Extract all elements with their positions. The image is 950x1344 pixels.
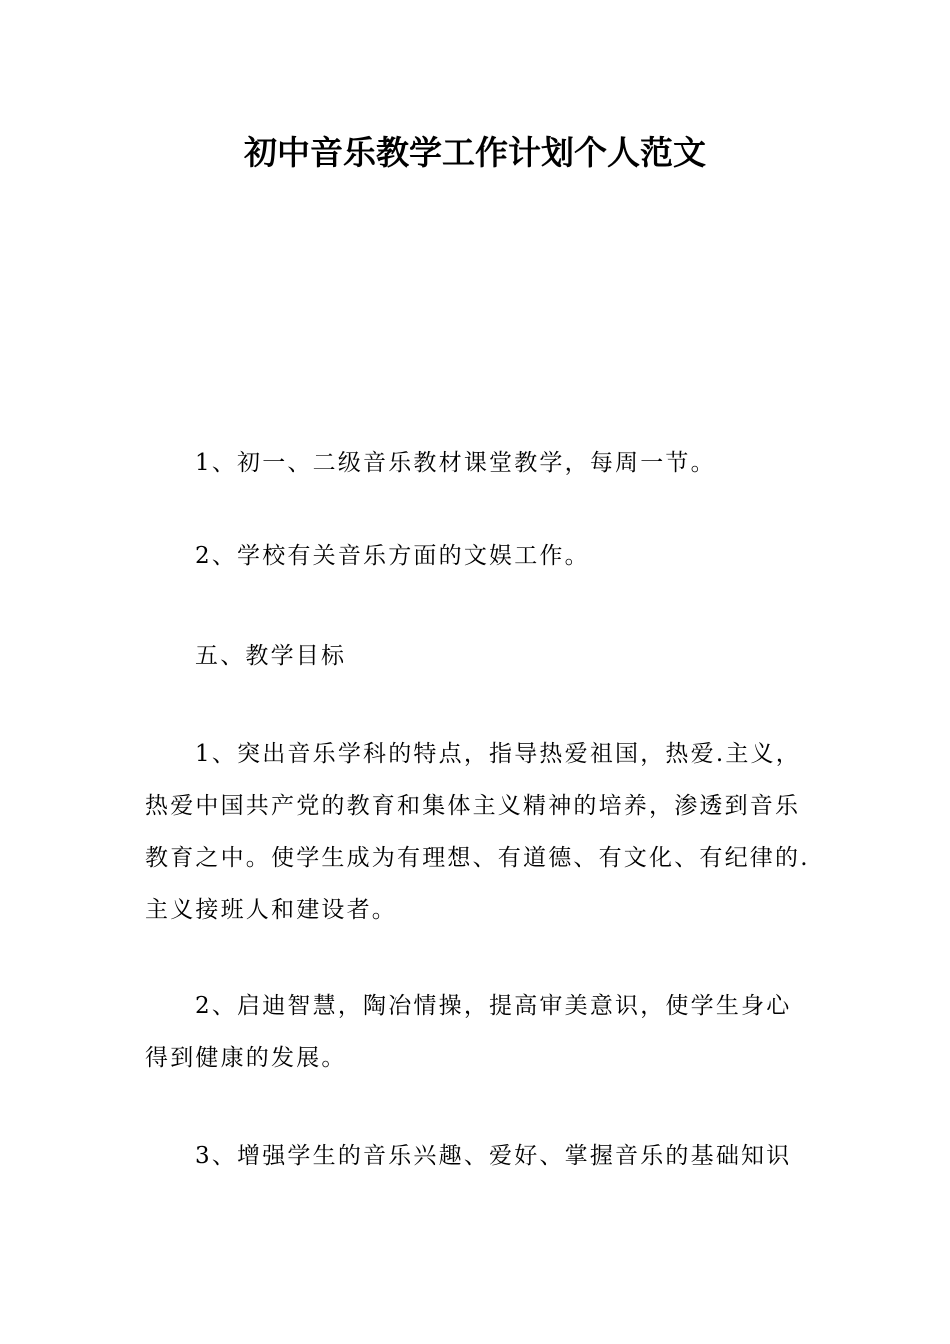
paragraph-teaching-content-2: 2、学校有关音乐方面的文娱工作。 (195, 543, 590, 569)
paragraph-teaching-content-1: 1、初一、二级音乐教材课堂教学，每周一节。 (195, 450, 716, 476)
paragraph-goal-3: 3、增强学生的音乐兴趣、爱好、掌握音乐的基础知识 (195, 1143, 792, 1169)
paragraph-goal-2: 2、启迪智慧，陶冶情操，提高审美意识，使学生身心得到健康的发展。 (145, 993, 792, 1071)
paragraph-goal-1: 1、突出音乐学科的特点，指导热爱祖国，热爱.主义，热爱中国共产党的教育和集体主义精神的培养，渗透到音乐教育之中。使学生成为有理想、有道德、有文化、有纪律的.主义接班人和建设者。 (145, 741, 810, 923)
section-heading-teaching-goals: 五、教学目标 (195, 643, 347, 669)
document-title: 初中音乐教学工作计划个人范文 (244, 133, 706, 172)
